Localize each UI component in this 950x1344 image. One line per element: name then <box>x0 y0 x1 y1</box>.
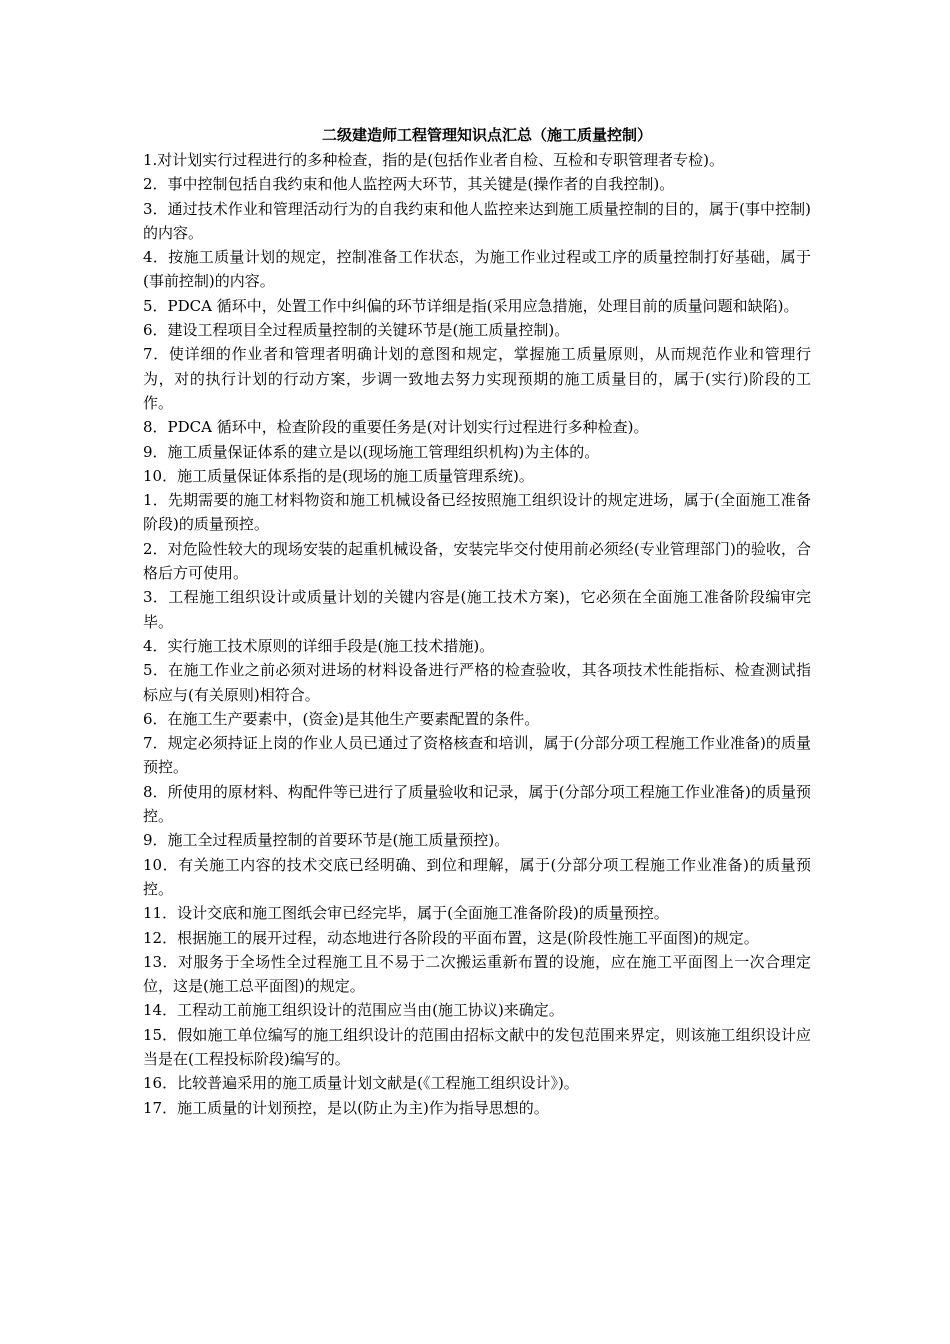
knowledge-point-list <box>143 148 811 1120</box>
knowledge-point-item: 1.对计划实行过程进行的多种检查，指的是(包括作业者自检、互检和专职管理者专检)。 <box>143 151 725 169</box>
knowledge-point-item: 2．对危险性较大的现场安装的起重机械设备，安装完毕交付使用前必须经(专业管理部门)的验收，合格后方可使用。 <box>143 539 811 583</box>
knowledge-point-item: 11．设计交底和施工图纸会审已经完毕，属于(全面施工准备阶段)的质量预控。 <box>143 904 669 923</box>
knowledge-point-item: 10．有关施工内容的技术交底已经明确、到位和理解，属于(分部分项工程施工作业准备)的质量预控。 <box>143 855 811 898</box>
knowledge-point-item: 9．施工全过程质量控制的首要环节是(施工质量预控)。 <box>143 831 510 850</box>
knowledge-point-item: 17．施工质量的计划预控，是以(防止为主)作为指导思想的。 <box>143 1098 549 1117</box>
knowledge-point-item: 4．实行施工技术原则的详细手段是(施工技术措施)。 <box>143 636 495 655</box>
knowledge-point-item: 3．工程施工组织设计或质量计划的关键内容是(施工技术方案)，它必须在全面施工准备阶段编审完毕。 <box>143 588 811 631</box>
knowledge-point-item: 6．建设工程项目全过程质量控制的关键环节是(施工质量控制)。 <box>143 321 570 340</box>
knowledge-point-item: 13．对服务于全场性全过程施工且不易于二次搬运重新布置的设施，应在施工平面图上一次合理定位，这是(施工总平面图)的规定。 <box>143 952 811 996</box>
knowledge-point-item: 9．施工质量保证体系的建立是以(现场施工管理组织机构)为主体的。 <box>143 442 600 461</box>
knowledge-point-item: 12．根据施工的展开过程，动态地进行各阶段的平面布置，这是(阶段性施工平面图)的规定。 <box>143 928 759 947</box>
knowledge-point-item: 5．PDCA 循环中，处置工作中纠偏的环节详细是指(采用应急措施，处理目前的质量问题和缺陷)。 <box>143 296 799 315</box>
knowledge-point-item: 3．通过技术作业和管理活动行为的自我约束和他人监控来达到施工质量控制的目的，属于(事中控制)的内容。 <box>143 199 811 242</box>
knowledge-point-item: 6．在施工生产要素中，(资金)是其他生产要素配置的条件。 <box>143 709 540 728</box>
knowledge-point-item: 7．使详细的作业者和管理者明确计划的意图和规定，掌握施工质量原则，从而规范作业和管理行为，对的执行计划的行动方案，步调一致地去努力实现预期的施工质量目的，属于(实行)阶段的工作。 <box>143 345 811 412</box>
document-body <box>143 124 811 1120</box>
knowledge-point-item: 8．PDCA 循环中，检查阶段的重要任务是(对计划实行过程进行多种检查)。 <box>143 418 649 437</box>
knowledge-point-item: 4．按施工质量计划的规定，控制准备工作状态，为施工作业过程或工序的质量控制打好基础，属于(事前控制)的内容。 <box>143 248 811 291</box>
knowledge-point-item: 14．工程动工前施工组织设计的范围应当由(施工协议)来确定。 <box>143 1001 564 1020</box>
knowledge-point-item: 1．先期需要的施工材料物资和施工机械设备已经按照施工组织设计的规定进场，属于(全面施工准备阶段)的质量预控。 <box>143 491 811 534</box>
knowledge-point-item: 8．所使用的原材料、构配件等已进行了质量验收和记录，属于(分部分项工程施工作业准备)的质量预控。 <box>143 782 811 826</box>
knowledge-point-item: 15．假如施工单位编写的施工组织设计的范围由招标文献中的发包范围来界定，则该施工组织设计应当是在(工程投标阶段)编写的。 <box>143 1025 811 1068</box>
knowledge-point-item: 16．比较普遍采用的施工质量计划文献是(《工程施工组织设计》)。 <box>143 1074 579 1093</box>
knowledge-point-item: 5．在施工作业之前必须对进场的材料设备进行严格的检查验收，其各项技术性能指标、检查测试指标应与(有关原则)相符合。 <box>143 661 811 704</box>
knowledge-point-item: 2．事中控制包括自我约束和他人监控两大环节，其关键是(操作者的自我控制)。 <box>143 175 675 194</box>
knowledge-point-item: 10．施工质量保证体系指的是(现场的施工质量管理系统)。 <box>143 466 534 485</box>
document-title: 二级建造师工程管理知识点汇总（施工质量控制） <box>321 126 652 144</box>
knowledge-point-item: 7．规定必须持证上岗的作业人员已通过了资格核查和培训，属于(分部分项工程施工作业准备)的质量预控。 <box>143 734 811 777</box>
